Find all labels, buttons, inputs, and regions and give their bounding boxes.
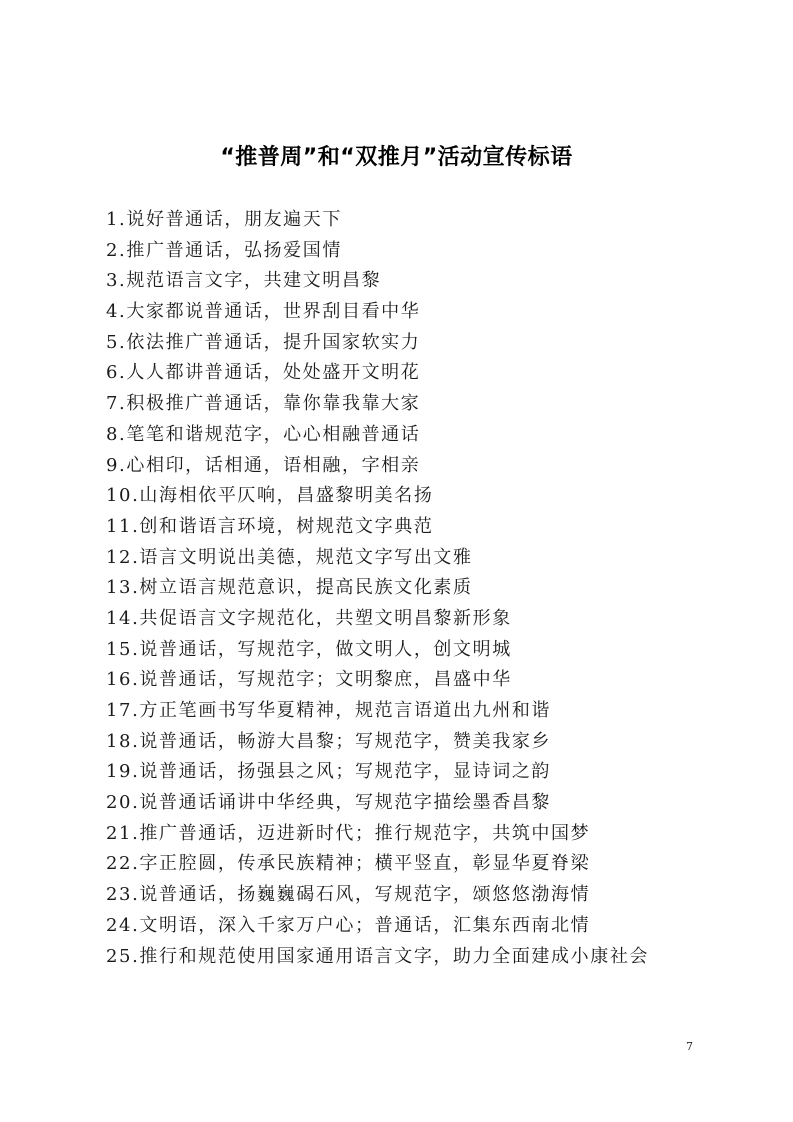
slogan-item: 22.字正腔圆，传承民族精神；横平竖直，彰显华夏脊梁: [106, 853, 591, 875]
slogan-item: 2.推广普通话，弘扬爱国情: [106, 239, 342, 261]
slogan-item: 9.心相印，话相通，语相融，字相亲: [106, 454, 421, 476]
slogan-item: 8.笔笔和谐规范字，心心相融普通话: [106, 423, 421, 445]
slogan-item: 3.规范语言文字，共建文明昌黎: [106, 270, 382, 292]
slogan-item: 23.说普通话，扬巍巍碣石风，写规范字，颂悠悠渤海情: [106, 884, 591, 906]
slogan-item: 5.依法推广普通话，提升国家软实力: [106, 331, 421, 353]
slogan-item: 17.方正笔画书写华夏精神，规范言语道出九州和谐: [106, 700, 552, 721]
slogan-item: 11.创和谐语言环境，树规范文字典范: [106, 515, 434, 537]
slogan-item: 16.说普通话，写规范字；文明黎庶，昌盛中华: [106, 669, 512, 691]
page-number: 7: [686, 1040, 693, 1053]
slogan-item: 6.人人都讲普通话，处处盛开文明花: [106, 362, 421, 384]
slogan-item: 10.山海相依平仄响，昌盛黎明美名扬: [106, 485, 434, 507]
slogan-item: 15.说普通话，写规范字，做文明人，创文明城: [106, 638, 512, 660]
slogan-list: [106, 205, 766, 972]
slogan-item: 18.说普通话，畅游大昌黎；写规范字，赞美我家乡: [106, 730, 552, 752]
slogan-item: 12.语言文明说出美德，规范文字写出文雅: [106, 546, 473, 568]
slogan-item: 20.说普通话诵讲中华经典，写规范字描绘墨香昌黎: [106, 792, 552, 814]
slogan-item: 7.积极推广普通话，靠你靠我靠大家: [106, 393, 421, 415]
slogan-item: 1.说好普通话，朋友遍天下: [106, 209, 342, 230]
slogan-item: 4.大家都说普通话，世界刮目看中华: [106, 301, 421, 323]
slogan-item: 21.推广普通话，迈进新时代；推行规范字，共筑中国梦: [106, 822, 591, 844]
document-title: “推普周”和“双推月”活动宣传标语: [220, 145, 573, 170]
slogan-item: 13.树立语言规范意识，提高民族文化素质: [106, 577, 473, 599]
slogan-item: 19.说普通话，扬强县之风；写规范字，显诗词之韵: [106, 761, 552, 783]
slogan-item: 25.推行和规范使用国家通用语言文字，助力全面建成小康社会: [106, 945, 650, 967]
slogan-item: 14.共促语言文字规范化，共塑文明昌黎新形象: [106, 607, 512, 629]
slogan-item: 24.文明语，深入千家万户心；普通话，汇集东西南北情: [106, 914, 591, 936]
